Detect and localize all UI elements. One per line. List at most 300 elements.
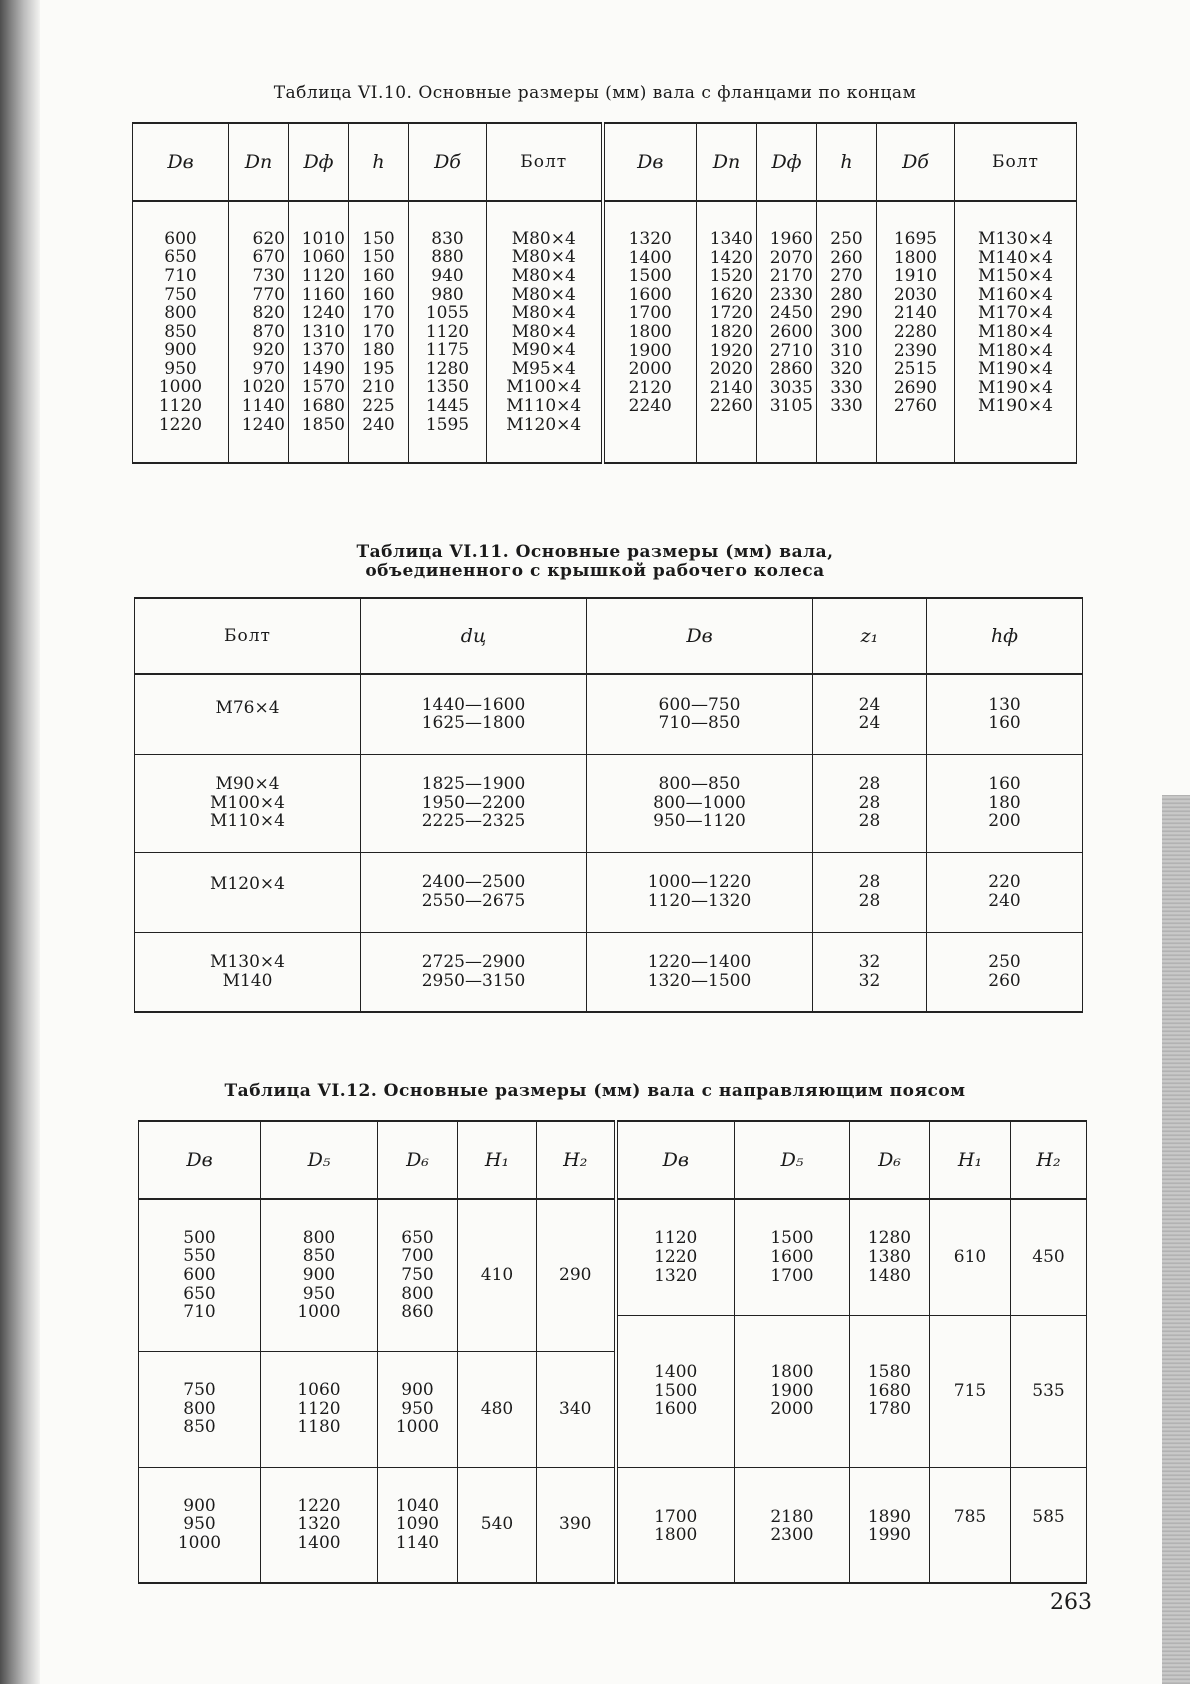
cell-value: 2120: [628, 377, 672, 398]
cell-value: 1175: [425, 340, 470, 361]
cell-value: 2240: [628, 396, 672, 417]
cell-value: 250: [830, 229, 863, 250]
cell-value: 850: [302, 1246, 336, 1267]
cell-value: 1000—1220: [647, 872, 752, 893]
cell-value-list: [955, 230, 1076, 416]
table12-header: D₆: [378, 1121, 458, 1199]
table12-cell: [261, 1351, 378, 1467]
cell-value: 28: [858, 872, 881, 893]
cell-value: 860: [401, 1302, 434, 1323]
cell-value: 1090: [395, 1514, 440, 1535]
cell-value-list: [139, 1497, 260, 1553]
cell-value: 2760: [893, 396, 938, 417]
cell-value: 195: [362, 358, 395, 379]
cell-value: M180×4: [978, 340, 1053, 361]
cell-value-list: [349, 230, 408, 435]
cell-value: 1060: [297, 1380, 341, 1401]
table12-cell: [139, 1467, 261, 1583]
cell-value-list: [229, 230, 285, 435]
cell-value: 1520: [709, 266, 753, 287]
cell-value: 800: [401, 1283, 434, 1304]
cell-value: 1320: [297, 1514, 341, 1535]
cell-value: 550: [183, 1246, 216, 1267]
table12-cell: 480: [458, 1351, 537, 1467]
cell-value: 1240: [241, 414, 285, 435]
table12-cell: [261, 1467, 378, 1583]
table11-caption-line1: Таблица VI.11. Основные размеры (мм) вала,: [356, 542, 834, 562]
cell-value: 180: [988, 792, 1021, 813]
cell-value: 32: [858, 952, 881, 973]
cell-value: 750: [164, 284, 197, 305]
cell-value: 160: [988, 774, 1021, 795]
cell-value: 1220: [158, 414, 203, 435]
cell-value: 950: [401, 1398, 434, 1419]
cell-value: 2600: [769, 322, 813, 342]
cell-value: 950: [302, 1283, 336, 1304]
cell-value: M160×4: [978, 284, 1053, 305]
table10-header: Dп: [229, 123, 289, 201]
cell-value-list: [850, 1229, 929, 1285]
cell-value: 1120: [297, 1398, 341, 1419]
cell-value: 800—1000: [653, 792, 746, 813]
table11-cell: [813, 852, 927, 932]
cell-value-list: [927, 953, 1082, 990]
cell-value: 800: [183, 1398, 216, 1419]
cell-value: 710: [164, 265, 197, 286]
cell-value: 1570: [301, 377, 345, 398]
cell-value: 710: [183, 1302, 216, 1323]
cell-value: 880: [431, 247, 464, 268]
table11-cell: [813, 674, 927, 754]
cell-value: 200: [988, 811, 1021, 832]
cell-value: M80×4: [511, 321, 576, 342]
cell-value-list: [587, 873, 812, 910]
table11-cell: [361, 674, 587, 754]
cell-value-list: [850, 1363, 929, 1419]
cell-value: 210: [362, 377, 395, 398]
cell-value: 1000: [395, 1417, 440, 1438]
table11-cell: [927, 932, 1083, 1012]
cell-value-list: [813, 775, 926, 831]
cell-value: 2020: [709, 359, 753, 380]
cell-value: 28: [858, 774, 881, 795]
table12-cell: 410: [458, 1199, 537, 1351]
cell-value: 2180: [770, 1506, 814, 1527]
table12-header-row: [139, 1121, 1087, 1199]
cell-value: 1120: [654, 1228, 698, 1249]
cell-value: 1120—1320: [647, 891, 752, 911]
cell-value-list: [587, 696, 812, 733]
cell-value: 1500: [628, 266, 672, 287]
cell-value: 32: [858, 970, 881, 991]
cell-value-list: [361, 775, 586, 831]
cell-value: 500: [183, 1227, 216, 1248]
cell-value: 2225—2325: [421, 811, 526, 832]
cell-value: 160: [362, 284, 395, 305]
cell-value: 270: [830, 266, 863, 287]
cell-value: M170×4: [978, 303, 1053, 324]
table12-cell: [850, 1199, 930, 1315]
cell-value: 2690: [893, 377, 938, 398]
cell-value: 1380: [867, 1246, 912, 1267]
cell-value: 1280: [867, 1228, 912, 1249]
scan-edge-right: [1162, 795, 1190, 1684]
cell-value: 950: [164, 358, 197, 379]
cell-value: 700: [401, 1246, 434, 1267]
table12-cell: [616, 1315, 735, 1467]
cell-value-list: [735, 1363, 849, 1419]
cell-value: 650: [401, 1227, 434, 1248]
cell-value: M190×4: [978, 359, 1053, 380]
table12-header: H₂: [537, 1121, 616, 1199]
cell-value: 2300: [770, 1525, 814, 1546]
cell-value-list: [618, 1229, 735, 1285]
table11: [134, 597, 1083, 1013]
table10-column: [603, 201, 697, 463]
cell-value: 260: [988, 970, 1021, 991]
cell-value: 1320: [654, 1265, 698, 1286]
cell-value: 1850: [301, 414, 345, 435]
cell-value: 1680: [867, 1380, 912, 1401]
cell-value-list: [261, 1381, 377, 1437]
cell-value: 2515: [893, 359, 938, 380]
cell-value: 2950—3150: [421, 970, 526, 991]
table11-cell: [587, 674, 813, 754]
cell-value: 1140: [395, 1533, 440, 1554]
table12-cell: 450: [1011, 1199, 1087, 1315]
cell-value-list: [927, 775, 1082, 831]
cell-value: 1320—1500: [647, 970, 752, 991]
table12-cell: 290: [537, 1199, 616, 1351]
cell-value: 1595: [425, 414, 470, 435]
cell-value: 1800: [628, 322, 672, 342]
table10-header: Dф: [757, 123, 817, 201]
cell-value: 850: [164, 321, 197, 342]
cell-value: 1825—1900: [421, 774, 526, 795]
cell-value: 1625—1800: [421, 713, 526, 734]
cell-value: 650: [183, 1283, 216, 1304]
cell-value: 170: [362, 321, 395, 342]
cell-value: 1920: [709, 340, 753, 361]
cell-value-list: [487, 230, 601, 435]
cell-value: 330: [830, 377, 863, 398]
table11-header: dц: [361, 598, 587, 674]
table12: [138, 1120, 1087, 1584]
table11-cell: [813, 754, 927, 852]
cell-value: 770: [252, 284, 285, 305]
cell-value: 28: [858, 891, 881, 911]
table12-header: Dв: [139, 1121, 261, 1199]
cell-value: 250: [988, 952, 1021, 973]
cell-value: 1720: [709, 303, 753, 324]
cell-value: 1780: [867, 1399, 912, 1420]
cell-value-list: [605, 230, 697, 416]
table11-cell: [361, 852, 587, 932]
cell-value: 2170: [769, 266, 813, 287]
cell-value-list: [927, 873, 1082, 910]
cell-value: 2140: [709, 377, 753, 398]
cell-value: 2030: [893, 284, 938, 305]
cell-value: 2550—2675: [421, 891, 526, 911]
cell-value: 1320: [628, 229, 672, 250]
cell-value: 1445: [425, 396, 470, 417]
cell-value: 1000: [297, 1302, 341, 1323]
cell-value: 24: [858, 694, 881, 715]
table12-cell: [378, 1351, 458, 1467]
cell-value: 600: [164, 228, 197, 249]
table10-column: [409, 201, 487, 463]
cell-value: M140×4: [978, 247, 1053, 268]
cell-value: M110×4: [506, 396, 582, 417]
cell-value: 330: [830, 396, 863, 417]
cell-value: 150: [362, 228, 395, 249]
table11-cell: [587, 852, 813, 932]
table10-column: [229, 201, 289, 463]
cell-value: 1240: [301, 303, 345, 324]
cell-value-list: [587, 953, 812, 990]
cell-value: 130: [988, 694, 1021, 715]
table10-caption: Таблица VI.10. Основные размеры (мм) вала с фланцами по концам: [273, 83, 917, 103]
cell-value: 980: [431, 284, 464, 305]
cell-value: M80×4: [511, 228, 576, 249]
cell-value: 260: [830, 247, 863, 268]
cell-value: 1310: [301, 321, 345, 342]
cell-value: 2140: [893, 303, 938, 324]
table11-header: Болт: [135, 598, 361, 674]
cell-value: 1000: [177, 1533, 222, 1554]
cell-value: 2000: [770, 1399, 814, 1420]
cell-value: 2390: [893, 340, 938, 361]
table11-caption: [0, 543, 1190, 581]
table11-bolt-cell: M76×4: [135, 674, 361, 754]
cell-value: 1040: [395, 1495, 440, 1516]
cell-value-list: [817, 230, 876, 416]
cell-value: 800: [302, 1227, 336, 1248]
cell-value: 1820: [709, 322, 753, 342]
table12-cell: [850, 1467, 930, 1583]
table11-bolt-cell: M120×4: [135, 852, 361, 932]
table10-header: h: [349, 123, 409, 201]
cell-value: 1020: [241, 377, 285, 398]
cell-value: 310: [830, 340, 863, 361]
table10-column: [697, 201, 757, 463]
cell-value: 850: [183, 1417, 216, 1438]
cell-value: 950: [183, 1514, 216, 1535]
cell-value: M90×4: [511, 340, 576, 361]
cell-value: M190×4: [978, 396, 1053, 417]
cell-value: 1580: [867, 1362, 912, 1383]
cell-value: 1220: [654, 1246, 698, 1267]
cell-value: 2450: [769, 303, 813, 324]
cell-value: 1600: [654, 1399, 698, 1420]
cell-value: 24: [858, 713, 881, 734]
cell-value: 1340: [709, 229, 753, 250]
cell-value-list: [877, 230, 954, 416]
cell-value: M180×4: [978, 322, 1053, 342]
table12-cell: 390: [537, 1467, 616, 1583]
table10-column: [349, 201, 409, 463]
cell-value-list: [378, 1497, 457, 1553]
table11-cell: [927, 852, 1083, 932]
cell-value: 1120: [425, 321, 470, 342]
table10-header: h: [817, 123, 877, 201]
cell-value: M95×4: [511, 358, 576, 379]
table12-cell: [261, 1199, 378, 1351]
cell-value: 1890: [867, 1506, 912, 1527]
cell-value: 1800: [654, 1525, 698, 1546]
cell-value: 1960: [769, 229, 813, 250]
cell-value: 820: [252, 303, 285, 324]
cell-value: M100×4: [506, 377, 582, 398]
cell-value: 1370: [301, 340, 345, 361]
cell-value-list: [378, 1229, 457, 1322]
cell-value: 1160: [301, 284, 345, 305]
table12-caption: Таблица VI.12. Основные размеры (мм) вала с направляющим поясом: [224, 1081, 966, 1101]
table11-cell: [587, 754, 813, 852]
table12-header: D₅: [735, 1121, 850, 1199]
table11-cell: [587, 932, 813, 1012]
cell-value-list: [587, 775, 812, 831]
table12-cell: [139, 1351, 261, 1467]
cell-value: 800: [164, 303, 197, 324]
cell-value: 225: [362, 396, 395, 417]
cell-value: M80×4: [511, 247, 576, 268]
table12-cell: [378, 1199, 458, 1351]
cell-value: 1000: [158, 377, 203, 398]
table12-cell: [616, 1467, 735, 1583]
table11-bolt-cell: M90×4 M100×4 M110×4: [135, 754, 361, 852]
cell-value: 1800: [893, 247, 938, 268]
cell-value: 290: [830, 303, 863, 324]
cell-value-list: [735, 1508, 849, 1545]
table10-header: Болт: [955, 123, 1077, 201]
cell-value: 2400—2500: [421, 872, 526, 893]
cell-value: 1700: [770, 1265, 814, 1286]
cell-value: 3105: [769, 396, 813, 417]
cell-value: 1620: [709, 284, 753, 305]
cell-value: 150: [362, 247, 395, 268]
cell-value-list: [139, 1381, 260, 1437]
table12-cell: [735, 1199, 850, 1315]
table11-bolt-cell: M130×4 M140: [135, 932, 361, 1012]
cell-value-list: [361, 696, 586, 733]
cell-value: 1950—2200: [421, 792, 526, 813]
table10-column: [955, 201, 1077, 463]
table10-column: [133, 201, 229, 463]
table12-header: D₅: [261, 1121, 378, 1199]
table12-cell: 535: [1011, 1315, 1087, 1467]
cell-value: 240: [362, 414, 395, 435]
table12-cell: 340: [537, 1351, 616, 1467]
table11-header: hф: [927, 598, 1083, 674]
cell-value-list: [139, 1229, 260, 1322]
table10-header: Dв: [133, 123, 229, 201]
cell-value: 1680: [301, 396, 345, 417]
cell-value: 1700: [654, 1506, 698, 1527]
cell-value: 28: [858, 811, 881, 832]
cell-value: 1350: [425, 377, 470, 398]
cell-value-list: [618, 1508, 735, 1545]
cell-value-list: [850, 1508, 929, 1545]
cell-value: 620: [252, 228, 285, 249]
table11-cell: [927, 754, 1083, 852]
cell-value: 650: [164, 247, 197, 268]
cell-value: 1220: [297, 1495, 341, 1516]
cell-value: 1400: [628, 247, 672, 268]
table12-cell: [735, 1315, 850, 1467]
table10: [132, 122, 1077, 464]
cell-value: 1490: [301, 358, 345, 379]
cell-value: M120×4: [506, 414, 582, 435]
cell-value: M80×4: [511, 303, 576, 324]
scan-edge-left: [0, 0, 40, 1684]
cell-value: 1900: [628, 340, 672, 361]
cell-value: 1700: [628, 303, 672, 324]
cell-value: 1220—1400: [647, 952, 752, 973]
table10-column: [817, 201, 877, 463]
table11-row: [135, 674, 1083, 754]
cell-value-list: [813, 873, 926, 910]
table10-column: [289, 201, 349, 463]
cell-value: 1440—1600: [421, 694, 526, 715]
cell-value: 1695: [893, 229, 938, 250]
cell-value-list: [261, 1497, 377, 1553]
table11-cell: [813, 932, 927, 1012]
cell-value: 220: [988, 872, 1021, 893]
table12-header: H₁: [458, 1121, 537, 1199]
cell-value: 2860: [769, 359, 813, 380]
table10-header-row: [133, 123, 1077, 201]
table11-cell: [361, 932, 587, 1012]
table12-cell: 785: [930, 1467, 1011, 1583]
cell-value: 1140: [241, 396, 285, 417]
table12-cell: 540: [458, 1467, 537, 1583]
table11-header: z₁: [813, 598, 927, 674]
cell-value: 2725—2900: [421, 952, 526, 973]
cell-value-list: [757, 230, 813, 416]
cell-value: 900: [401, 1380, 434, 1401]
cell-value: 800—850: [658, 774, 741, 795]
cell-value: 1500: [654, 1380, 698, 1401]
cell-value: 970: [252, 358, 285, 379]
cell-value: 2710: [769, 340, 813, 361]
table11-header: Dв: [587, 598, 813, 674]
cell-value: 600: [183, 1264, 216, 1285]
cell-value: 830: [431, 228, 464, 249]
table11-cell: [927, 674, 1083, 754]
cell-value: M80×4: [511, 265, 576, 286]
cell-value: 1420: [709, 247, 753, 268]
cell-value: 950—1120: [653, 811, 746, 832]
cell-value-list: [133, 230, 228, 435]
cell-value: 600—750: [658, 694, 741, 715]
cell-value: M150×4: [978, 266, 1053, 287]
table12-row: [139, 1199, 1087, 1315]
cell-value-list: [261, 1229, 377, 1322]
cell-value: 2260: [709, 396, 753, 417]
cell-value: 1500: [770, 1228, 814, 1249]
table12-cell: [616, 1199, 735, 1315]
cell-value: 750: [183, 1380, 216, 1401]
cell-value-list: [361, 953, 586, 990]
cell-value: 670: [252, 247, 285, 268]
table12-cell: [139, 1199, 261, 1351]
cell-value: 1120: [158, 396, 203, 417]
table12-header: Dв: [616, 1121, 735, 1199]
cell-value: 870: [252, 321, 285, 342]
table11-cell: [361, 754, 587, 852]
cell-value: 1990: [867, 1525, 912, 1546]
